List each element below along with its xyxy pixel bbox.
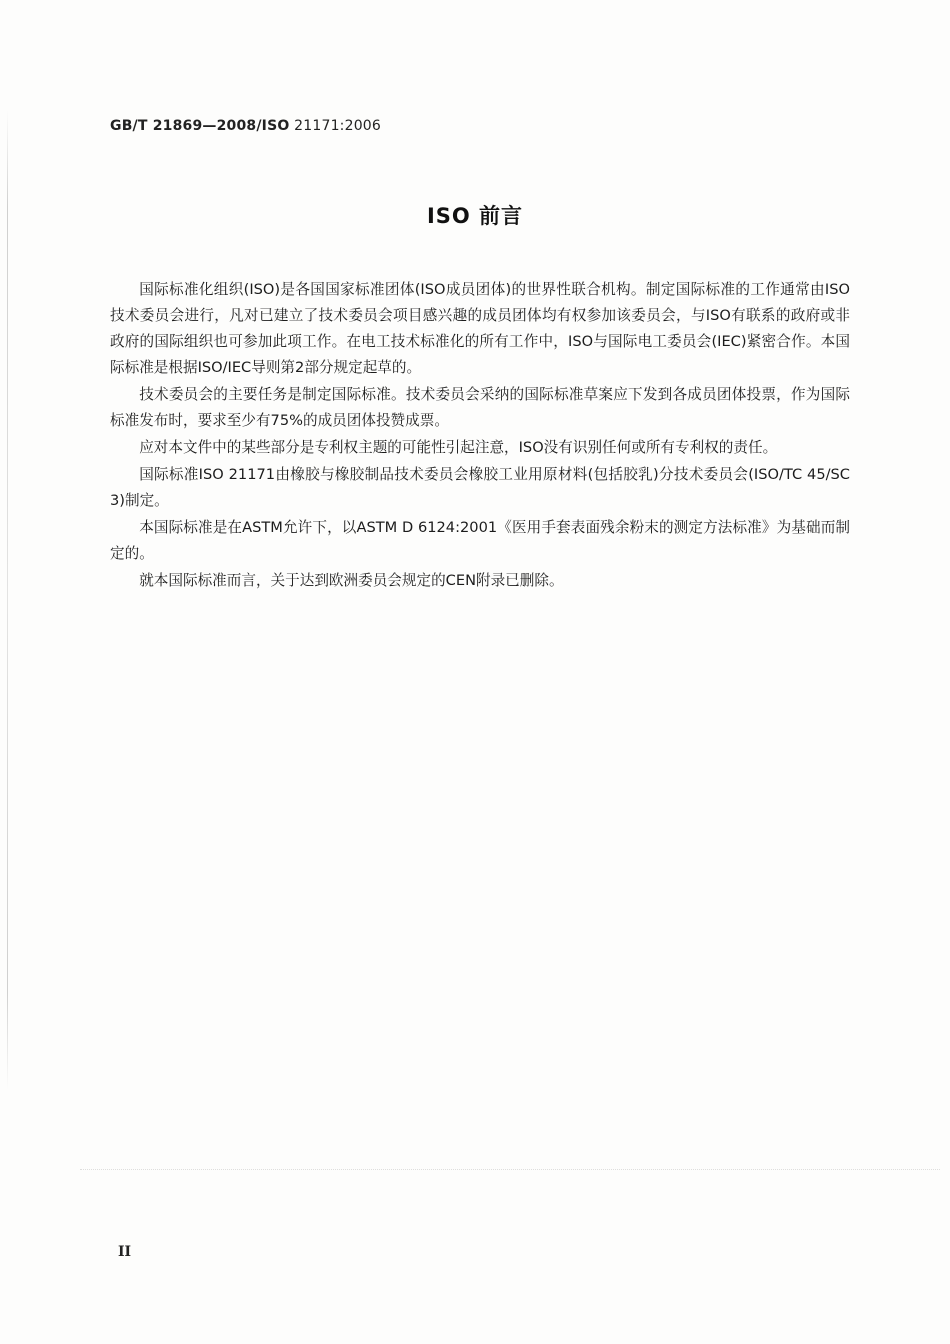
page-number: II: [118, 1244, 132, 1260]
standard-code-header: [110, 118, 381, 134]
paragraph: 国际标准化组织(ISO)是各国国家标准团体(ISO成员团体)的世界性联合机构。制定国际标准的工作通常由ISO技术委员会进行，凡对已建立了技术委员会项目感兴趣的成员团体均有权参加该委员会，与ISO有联系的政府或非政府的国际组织也可参加此项工作。在电工技术标准化的所有工作中，ISO与国际电工委员会(IEC)紧密合作。本国际标准是根据ISO/IEC导则第2部分规定起草的。: [110, 281, 850, 376]
scan-edge-shadow: [7, 110, 8, 1090]
paragraph: 技术委员会的主要任务是制定国际标准。技术委员会采纳的国际标准草案应下发到各成员团体投票，作为国际标准发布时，要求至少有75%的成员团体投赞成票。: [110, 386, 850, 429]
scan-noise-line: [80, 1169, 940, 1172]
page-title: ISO 前言: [426, 204, 524, 228]
paragraph: 本国际标准是在ASTM允许下，以ASTM D 6124:2001《医用手套表面残余粉末的测定方法标准》为基础而制定的。: [110, 519, 850, 562]
paragraph: 国际标准ISO 21171由橡胶与橡胶制品技术委员会橡胶工业用原材料(包括胶乳)分技术委员会(ISO/TC 45/SC 3)制定。: [110, 466, 850, 509]
standard-code-bold: GB/T 21869—2008/ISO: [110, 118, 290, 134]
standard-code-rest: 21171:2006: [289, 118, 382, 134]
paragraph: 应对本文件中的某些部分是专利权主题的可能性引起注意，ISO没有识别任何或所有专利权的责任。: [139, 439, 778, 456]
paragraph: 就本国际标准而言，关于达到欧洲委员会规定的CEN附录已删除。: [139, 572, 564, 589]
foreword-body: [110, 277, 850, 595]
